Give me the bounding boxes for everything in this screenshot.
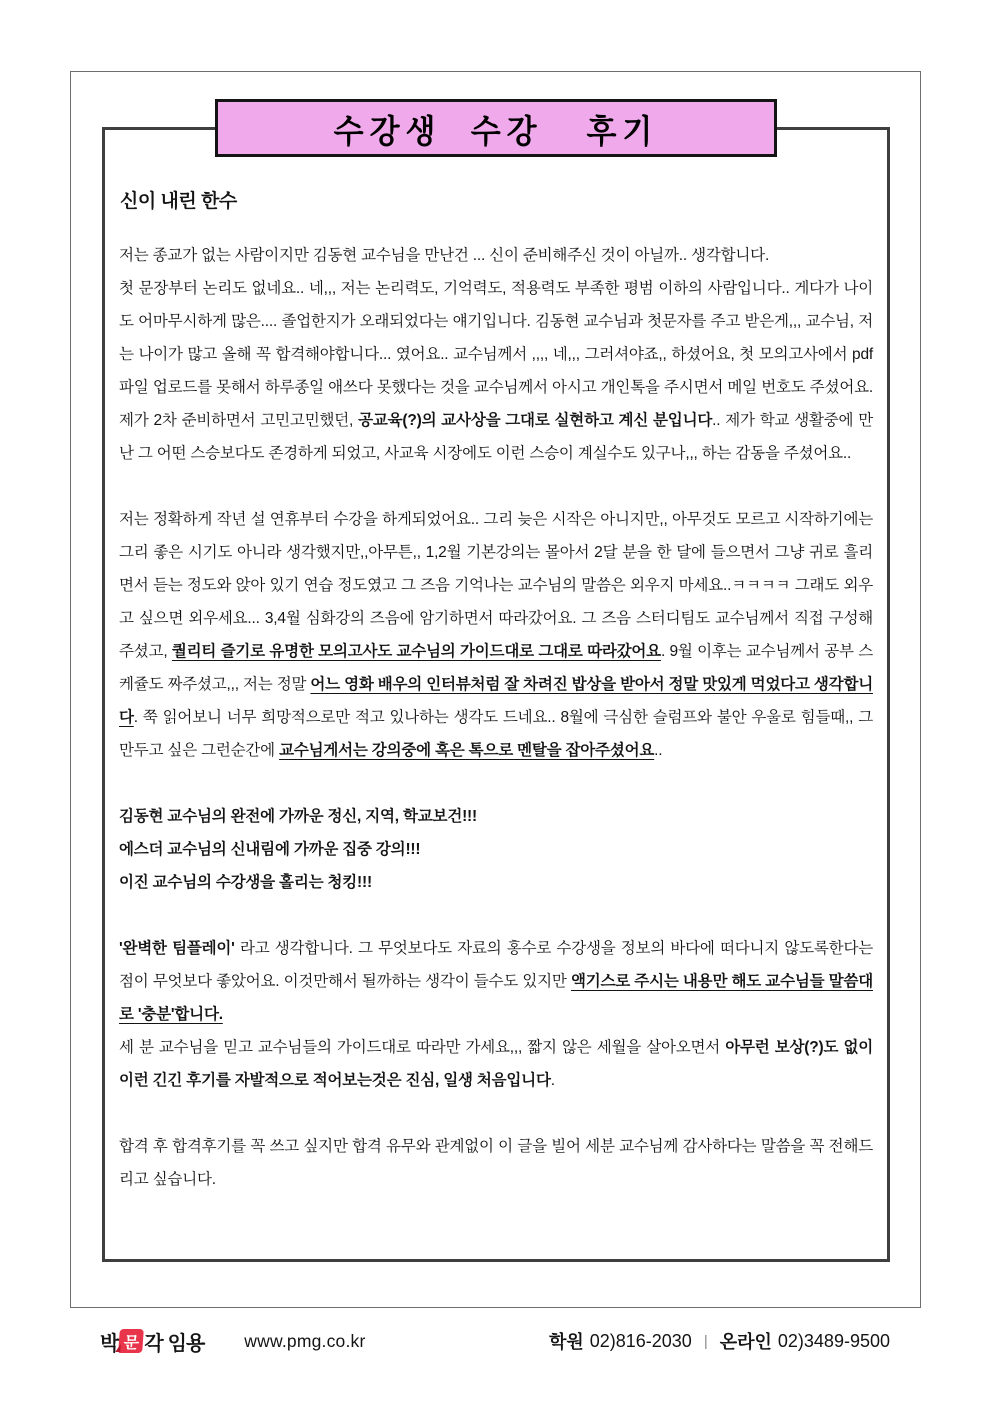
emphasized-text: 퀄리티 즐기로 유명한 모의고사도 교수님의 가이드대로 그대로 따라갔어요 bbox=[171, 643, 661, 660]
emphasized-text: 김동현 교수님의 완전에 가까운 정신, 지역, 학교보건!!! bbox=[119, 808, 477, 825]
logo-suffix: 임용 bbox=[167, 1332, 205, 1355]
body-text: 라고 생각합니다. 그 무엇보다도 자료의 홍수로 수강생을 정보의 바다에 떠다니지 않도록한다는 점이 무엇보다 좋았어요. 이것만해서 될까하는 생각이 들수도 있지만 bbox=[119, 940, 873, 990]
emphasized-text: 교수님게서는 강의중에 혹은 톡으로 멘탈을 잡아주셨어요 bbox=[279, 742, 655, 759]
body-text: 세 분 교수님을 믿고 교수님들의 가이드대로 따라만 가세요,,, 짧지 않은 세월을 살아오면서 bbox=[119, 1039, 726, 1056]
review-paragraph bbox=[119, 1130, 873, 1196]
review-paragraph bbox=[119, 503, 873, 767]
review-content-inner bbox=[105, 130, 887, 1196]
review-paragraph bbox=[119, 800, 873, 899]
emphasized-text: 에스더 교수님의 신내림에 가까운 집중 강의!!! bbox=[119, 841, 421, 858]
body-text: .. 제가 학교 생활중에 만난 그 어떤 스승보다도 존경하게 되었고, 사교육 시장에도 이런 스승이 계실수도 있구나,,, 하는 감동을 주셨어요.. bbox=[119, 412, 873, 462]
body-text: . 9월 이후는 교수님께서 공부 스케쥴도 짜주셨고,,, 저는 정말 bbox=[119, 643, 873, 693]
review-paragraph bbox=[119, 239, 873, 470]
emphasized-text: 액기스로 주시는 내용만 해도 교수님들 말씀대로 '충분'합니다. bbox=[119, 973, 873, 1023]
review-content-box bbox=[102, 127, 890, 1262]
page-footer bbox=[100, 1318, 890, 1364]
body-text: . bbox=[550, 1072, 555, 1089]
logo-text-part2: 각 bbox=[144, 1332, 163, 1355]
contact-separator: | bbox=[703, 1332, 708, 1350]
page-title: 수강생 수강 후기 bbox=[333, 112, 659, 150]
body-text: . 쭉 읽어보니 너무 희망적으로만 적고 있나하는 생각도 드네요.. 8월에 극심한 슬럼프와 불안 우울로 힘들때,, 그만두고 싶은 그런순간에 bbox=[119, 709, 873, 759]
emphasized-text: 이진 교수님의 수강생을 홀리는 청킹!!! bbox=[119, 874, 372, 891]
body-text: 합격 후 합격후기를 꼭 쓰고 싶지만 합격 유무와 관계없이 이 글을 빌어 세분 교수님께 감사하다는 말씀을 꼭 전해드리고 싶습니다. bbox=[119, 1138, 873, 1188]
website-url: www.pmg.co.kr bbox=[244, 1330, 366, 1351]
emphasized-text: 아무런 보상(?)도 없이 이런 긴긴 후기를 자발적으로 적어보는것은 진심, 일생 처음입니다 bbox=[119, 1039, 873, 1089]
emphasized-text: '완벽한 팀플레이' bbox=[119, 940, 235, 957]
emphasized-text: 어느 영화 배우의 인터뷰처럼 잘 차려진 밥상을 받아서 정말 맛있게 먹었다고 생각합니다 bbox=[119, 676, 873, 726]
academy-phone-label: 학원 bbox=[548, 1332, 584, 1352]
body-text: .. bbox=[654, 742, 663, 759]
review-body bbox=[119, 239, 873, 1196]
online-phone-number: 02)3489-9500 bbox=[777, 1330, 890, 1351]
body-text: 첫 문장부터 논리도 없네요.. 네,,, 저는 논리력도, 기억력도, 적용력도 부족한 평범 이하의 사람입니다.. 게다가 나이도 어마무시하게 많은.... 졸업한지가 오래되었다는 얘기입니다. 김동현 교수님과 첫문자를 주고 받은게,,, 교수님, 저는 나이가 많고 올해 꼭 합격해야합니다... 였어요.. 교수님께서 ,,,, 네,,, 그러셔야죠,, 하셨어요, 첫 모의고사에서 pdf 파일 업로드를 못해서 하루종일 애쓰다 못했다는 것을 교수님께서 아시고 개인톡을 주시면서 메일 번호도 주셨어요. 제가 2차 준비하면서 고민고민했던, bbox=[119, 280, 873, 429]
brand-logo bbox=[100, 1327, 204, 1356]
review-paragraph bbox=[119, 932, 873, 1097]
contact-info bbox=[549, 1328, 890, 1354]
logo-boxed-char: 문 bbox=[123, 1334, 140, 1352]
emphasized-text: 공교육(?)의 교사상을 그대로 실현하고 계신 분입니다 bbox=[358, 412, 713, 429]
logo-text-part1: 박 bbox=[100, 1332, 119, 1355]
body-text: 저는 종교가 없는 사람이지만 김동현 교수님을 만난건 ... 신이 준비해주신 것이 아닐까.. 생각합니다. bbox=[119, 247, 770, 264]
academy-phone-number: 02)816-2030 bbox=[589, 1330, 692, 1351]
page-banner bbox=[215, 99, 777, 157]
online-phone-label: 온라인 bbox=[719, 1332, 772, 1352]
review-heading: 신이 내린 한수 bbox=[120, 191, 237, 212]
logo-red-box bbox=[118, 1329, 144, 1353]
body-text: 저는 정확하게 작년 설 연휴부터 수강을 하게되었어요.. 그리 늦은 시작은 아니지만,, 아무것도 모르고 시작하기에는 그리 좋은 시기도 아니라 생각했지만,,아무튼,, 1,2월 기본강의는 몰아서 2달 분을 한 달에 들으면서 그냥 귀로 흘리면서 듣는 정도와 앉아 있기 연습 정도였고 그 즈음 기억나는 교수님의 말씀은 외우지 마세요..ㅋㅋㅋㅋ 그래도 외우고 싶으면 외우세요... 3,4월 심화강의 즈음에 암기하면서 따라갔어요. 그 즈음 스터디팀도 교수님께서 직접 구성해 주셨고, bbox=[119, 511, 873, 660]
